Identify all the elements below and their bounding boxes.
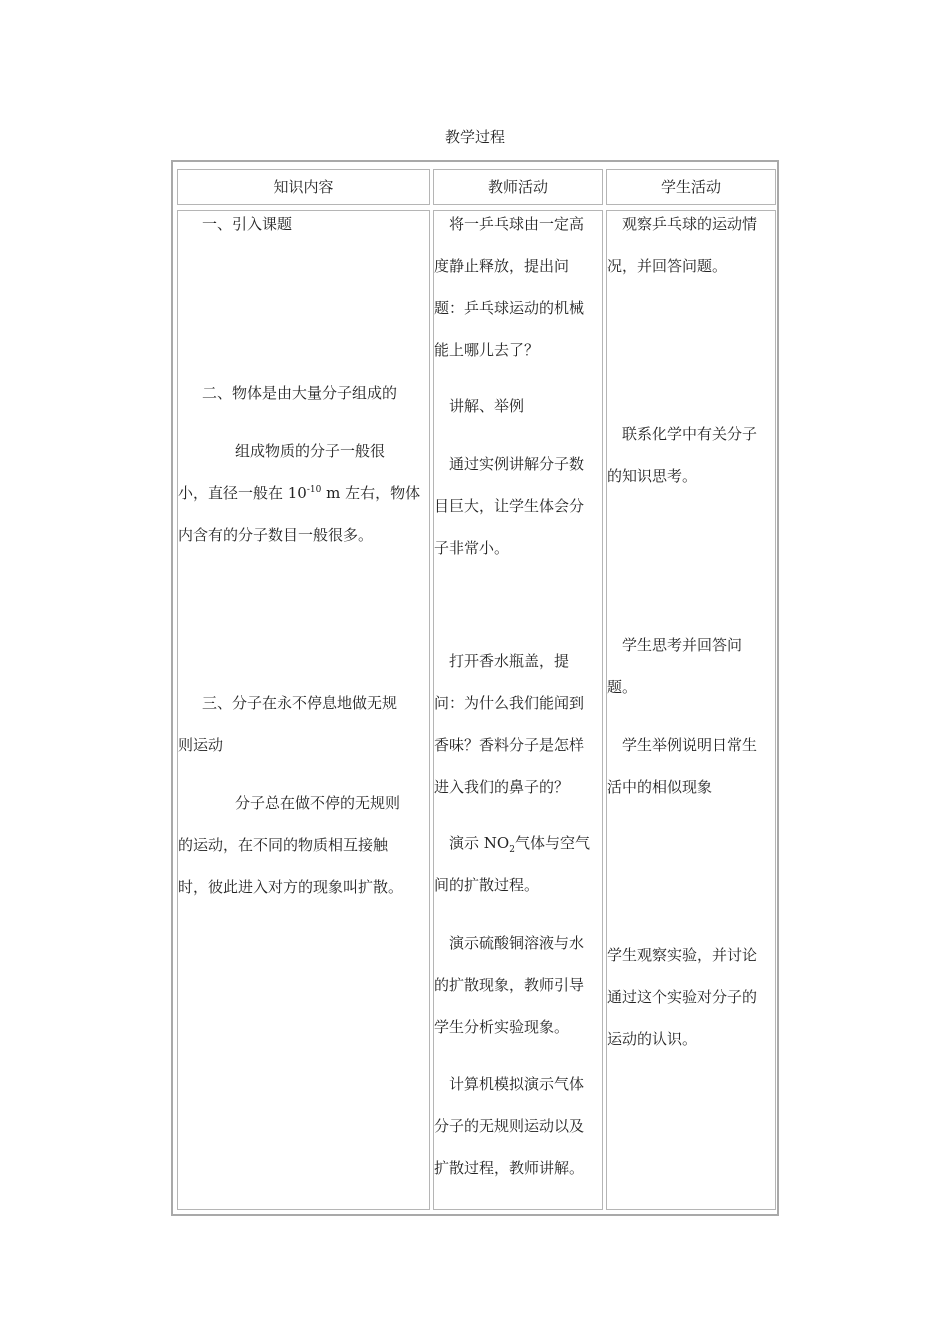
- lesson-table: [171, 160, 779, 1216]
- teacher-text-line: 打开香水瓶盖，提: [449, 652, 570, 670]
- teacher-text-line: 讲解、举例: [449, 397, 525, 415]
- teacher-text-line: 演示硫酸铜溶液与水: [449, 934, 585, 952]
- teacher-text-line: 目巨大，让学生体会分: [434, 497, 585, 515]
- teacher-text-line: 计算机模拟演示气体: [449, 1075, 585, 1093]
- student-text-line: 学生举例说明日常生: [622, 736, 758, 754]
- student-text-line: 活中的相似现象: [607, 778, 713, 796]
- teacher-text-line: [449, 823, 590, 864]
- exponent: -10: [306, 485, 322, 495]
- knowledge-text-line: 时，彼此进入对方的现象叫扩散。: [178, 878, 404, 896]
- teacher-text-line: 题：乒乓球运动的机械: [434, 299, 585, 317]
- student-text-line: 观察乒乓球的运动情: [622, 215, 758, 233]
- teacher-text-line: 香味？香料分子是怎样: [434, 736, 585, 754]
- knowledge-section-3-heading: 三、分子在永不停息地做无规: [202, 694, 398, 712]
- teacher-text-line: 学生分析实验现象。: [434, 1018, 570, 1036]
- teacher-text-segment: 演示 NO: [449, 834, 510, 852]
- student-cell: [606, 210, 776, 1210]
- teacher-text-line: 进入我们的鼻子的？: [434, 778, 570, 796]
- student-text-line: 学生思考并回答问: [622, 636, 743, 654]
- student-text-line: 的知识思考。: [607, 467, 698, 485]
- knowledge-text-line: [178, 473, 420, 514]
- knowledge-cell: [177, 210, 430, 1210]
- knowledge-text-line: 组成物质的分子一般很: [235, 442, 386, 460]
- teacher-text-line: 问：为什么我们能闻到: [434, 694, 585, 712]
- teacher-text-line: 间的扩散过程。: [434, 876, 540, 894]
- student-text-line: 学生观察实验，并讨论: [607, 946, 758, 964]
- knowledge-text-line: 内含有的分子数目一般很多。: [178, 526, 374, 544]
- knowledge-text-line: 分子总在做不停的无规则: [235, 794, 401, 812]
- header-teacher: 教师活动: [433, 169, 603, 205]
- teacher-text-line: 的扩散现象，教师引导: [434, 976, 585, 994]
- knowledge-section-2-heading: 二、物体是由大量分子组成的: [202, 384, 398, 402]
- header-student: 学生活动: [606, 169, 776, 205]
- student-text-line: 通过这个实验对分子的: [607, 988, 758, 1006]
- knowledge-text-segment: m 左右，物体: [321, 484, 421, 502]
- teacher-text-line: 将一乒乓球由一定高: [449, 215, 585, 233]
- page-title: 教学过程: [444, 128, 505, 146]
- knowledge-intro: 一、引入课题: [202, 215, 293, 233]
- student-text-line: 联系化学中有关分子: [622, 425, 758, 443]
- teacher-text-line: 通过实例讲解分子数: [449, 455, 585, 473]
- teacher-text-line: 度静止释放，提出问: [434, 257, 570, 275]
- student-text-line: 运动的认识。: [607, 1030, 698, 1048]
- subscript: 2: [509, 845, 515, 855]
- teacher-text-segment: 气体与空气: [514, 834, 590, 852]
- teacher-cell: [433, 210, 603, 1210]
- header-knowledge: 知识内容: [177, 169, 430, 205]
- teacher-text-line: 分子的无规则运动以及: [434, 1117, 585, 1135]
- student-text-line: 题。: [607, 678, 638, 696]
- knowledge-text-segment: 小，直径一般在 10: [178, 484, 307, 502]
- teacher-text-line: 能上哪儿去了？: [434, 341, 540, 359]
- teacher-text-line: 子非常小。: [434, 539, 510, 557]
- student-text-line: 况，并回答问题。: [607, 257, 728, 275]
- teacher-text-line: 扩散过程，教师讲解。: [434, 1159, 585, 1177]
- knowledge-text-line: 的运动，在不同的物质相互接触: [178, 836, 389, 854]
- knowledge-text-line: 则运动: [178, 736, 224, 754]
